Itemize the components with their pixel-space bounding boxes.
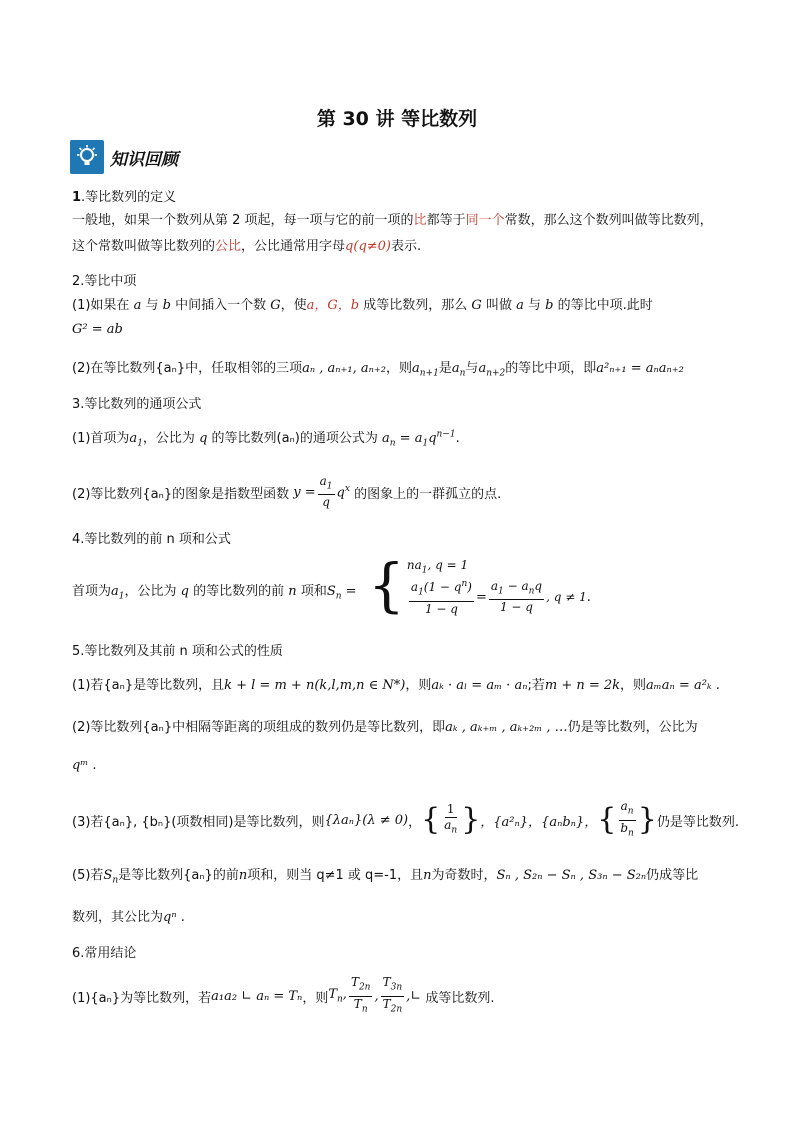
- section-4-text: 首项为$a_1$，公比为 q 的等比数列的前 n 项和$S_n$ =: [72, 584, 357, 602]
- page-title: 第 30 讲 等比数列: [316, 108, 478, 130]
- section-4-sum-formula: { $na_1$, q = 1 $\frac{a_1(1 - q^n)}{1 - q}$ = $\frac{a_1 - a_nq}{1 - q}$ , q ≠ 1 .: [368, 551, 591, 619]
- lightbulb-icon: [70, 140, 104, 174]
- section-1-paragraph: 一般地，如果一个数列从第 2 项起，每一项与它的前一项的比都等于同一个常数，那么这个数列叫做等比数列，这个常数叫做等比数列的公比，公比通常用字母q(q≠0)表示.: [72, 213, 713, 254]
- section-2-heading: 2.等比中项: [72, 274, 137, 289]
- section-5-item-5-cont: 数列，其公比为qⁿ .: [72, 910, 185, 925]
- section-5-item-2-ratio: qᵐ .: [72, 758, 97, 773]
- section-3-heading: 3.等比数列的通项公式: [72, 397, 202, 412]
- section-2-item-1: (1)如果在 a 与 b 中间插入一个数 G，使a，G，b 成等比数列，那么 G 叫做 a 与 b 的等比中项.此时: [72, 298, 653, 313]
- section-5-item-1: (1)若{aₙ}是等比数列，且k + l = m + n(k,l,m,n ∈ N*)，则aₖ · aₗ = aₘ · aₙ;若m + n = 2k，则aₘaₙ = a²ₖ .: [72, 678, 720, 693]
- section-3-item-2: (2)等比数列{aₙ}的图象是指数型函数 y = $\frac{a_1}{q}$ $q^x$ 的图象上的一群孤立的点.: [72, 473, 502, 510]
- section-2-item-2: (2)在等比数列{aₙ}中，任取相邻的三项aₙ , aₙ₊₁, aₙ₊₂，则$a_{n+1}$是$a_n$与$a_{n+2}$的等比中项，即a²ₙ₊₁ = aₙaₙ₊₂: [72, 361, 684, 379]
- section-6-heading: 6.常用结论: [72, 946, 137, 961]
- section-2-formula-g: G² = ab: [72, 322, 123, 337]
- section-4-heading: 4.等比数列的前 n 项和公式: [72, 532, 231, 547]
- section-1-heading: 1.等比数列的定义: [72, 190, 177, 205]
- section-6-item-1: (1){aₙ}为等比数列，若 a₁a₂ ∟ aₙ = Tₙ ，则 $T_n$, $\frac{T_{2n}}{T_n}$ , $\frac{T_{3n}}{T_{2n}}$ ,∟ 成等比数列.: [72, 975, 495, 1014]
- section-5-heading: 5.等比数列及其前 n 项和公式的性质: [72, 644, 283, 659]
- knowledge-review-badge: [70, 139, 178, 175]
- badge-label: 知识回顾: [110, 149, 178, 170]
- section-5-item-5: (5)若$S_n$是等比数列{aₙ}的前n项和，则当 q≠1 或 q=-1，且n为奇数时，Sₙ , S₂ₙ − Sₙ , S₃ₙ − S₂ₙ仍成等比: [72, 868, 699, 886]
- section-5-item-2: (2)等比数列{aₙ}中相隔等距离的项组成的数列仍是等比数列，即aₖ , aₖ₊ₘ , aₖ₊₂ₘ , …仍是等比数列，公比为: [72, 720, 698, 735]
- section-5-item-3: (3)若{aₙ}, {bₙ}(项数相同)是等比数列，则 {λaₙ}(λ ≠ 0) ， { $\frac{1}{a_n}$ } ，{a²ₙ}，{aₙbₙ}， { $\frac{a_n}{b_n}$ } 仍是等比数列.: [72, 799, 740, 838]
- section-3-item-1: (1)首项为$a_1$，公比为 q 的等比数列(aₙ)的通项公式为 $a_n = a_1q^{n-1}$.: [72, 429, 460, 449]
